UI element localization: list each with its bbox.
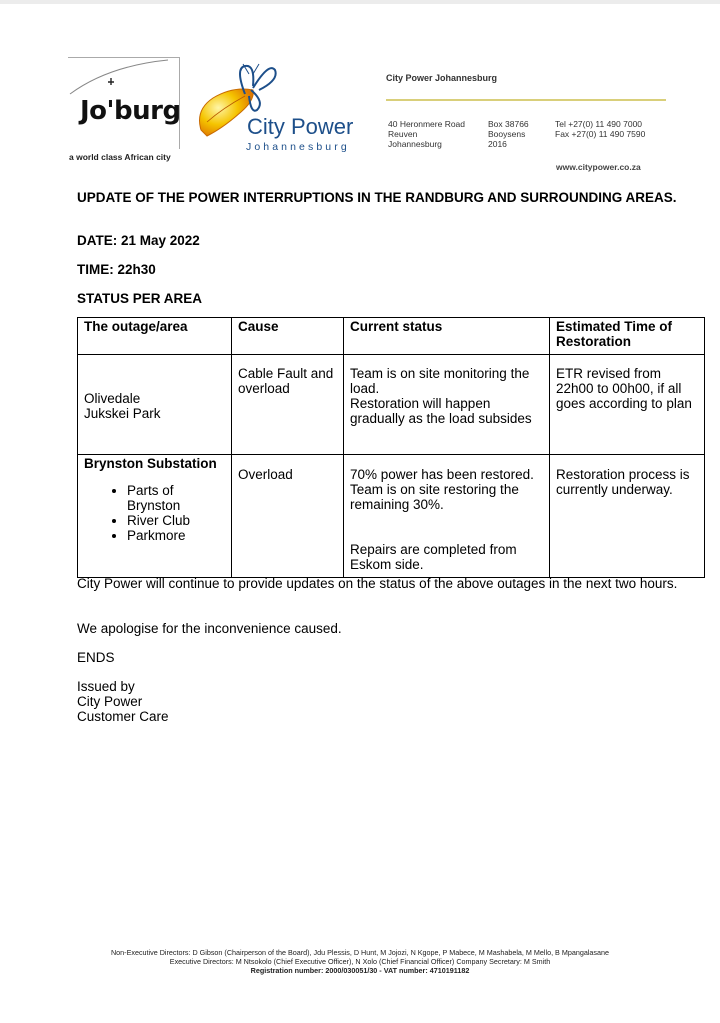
address-line: Booysens [488, 129, 526, 139]
status-cell [344, 455, 550, 578]
status-text: Restoration will happen gradually as the load subsides [350, 396, 532, 426]
column-header: Estimated Time of Restoration [550, 318, 705, 355]
column-header: Cause [232, 318, 344, 355]
city-power-city: Johannesburg [246, 141, 350, 153]
column-header: Current status [344, 318, 550, 355]
area-cell [78, 355, 232, 455]
issued-line: Issued by [77, 679, 135, 694]
joburg-tagline: a world class African city [69, 152, 171, 162]
status-text: Repairs are completed from Eskom side. [350, 542, 517, 572]
header-divider [386, 99, 666, 101]
notice-date: DATE: 21 May 2022 [77, 233, 200, 248]
list-item: • Parkmore [127, 528, 229, 543]
apology-paragraph: We apologise for the inconvenience caused. [77, 621, 342, 636]
website-link[interactable]: www.citypower.co.za [556, 162, 641, 172]
joburg-logo [68, 57, 180, 149]
footer-non-executive-directors: Non-Executive Directors: D Gibson (Chairperson of the Board), Jdu Plessis, D Hunt, M Jojozi, N Kgope, P Mabece, M Mashabela, M Mello, B Mpangalasane [110, 948, 610, 957]
status-text: Team is on site restoring the remaining 30%. [350, 482, 519, 512]
top-bar [0, 0, 720, 4]
column-header: The outage/area [78, 318, 232, 355]
address-column-1 [388, 119, 465, 149]
contact-column [555, 119, 645, 139]
status-text: Team is on site monitoring the load. [350, 366, 530, 396]
address-line: 40 Heronmere Road [388, 119, 466, 129]
ends-marker: ENDS [77, 650, 115, 665]
table-row [78, 355, 705, 455]
issued-line: City Power [77, 694, 143, 709]
area-title: Brynston Substation [84, 456, 217, 471]
issued-by-block [77, 679, 169, 724]
org-title: City Power Johannesburg [386, 73, 498, 83]
status-table [77, 317, 705, 578]
area-cell [78, 455, 232, 578]
address-column-2 [488, 119, 529, 149]
list-item: • River Club [127, 513, 229, 528]
footer-executive-directors: Executive Directors: M Ntsokolo (Chief Executive Officer), N Xolo (Chief Financial Officer) Company Secretary: M Smith [169, 957, 551, 966]
area-list [84, 483, 229, 543]
list-item: • Parts of Brynston [127, 483, 229, 513]
area-name: Olivedale [84, 390, 141, 406]
cause-cell: Overload [232, 455, 344, 578]
table-header-row [78, 318, 705, 355]
issued-line: Customer Care [77, 709, 169, 724]
address-line: 2016 [488, 139, 507, 149]
phone-number: Tel +27(0) 11 490 7000 [555, 119, 643, 129]
updates-paragraph: City Power will continue to provide updates on the status of the above outages in the next two hours. [77, 576, 678, 591]
joburg-logo-text: Jo'burg [80, 96, 181, 126]
address-line: Box 38766 [488, 119, 529, 129]
cause-cell: Cable Fault and overload [232, 355, 344, 455]
address-line: Reuven [388, 129, 418, 139]
notice-heading: UPDATE OF THE POWER INTERRUPTIONS IN THE RANDBURG AND SURROUNDING AREAS. [77, 190, 677, 205]
etr-cell: ETR revised from 22h00 to 00h00, if all goes according to plan [550, 355, 705, 455]
table-row [78, 455, 705, 578]
area-name: Jukskei Park [84, 405, 161, 421]
etr-cell: Restoration process is currently underway. [550, 455, 705, 578]
city-power-name: City Power [247, 114, 354, 139]
footer-registration: Registration number: 2000/030051/30 - VAT number: 4710191182 [250, 966, 470, 975]
status-cell [344, 355, 550, 455]
fax-number: Fax +27(0) 11 490 7590 [555, 129, 646, 139]
address-line: Johannesburg [388, 139, 442, 149]
status-heading: STATUS PER AREA [77, 291, 203, 306]
status-text: 70% power has been restored. [350, 467, 534, 482]
notice-time: TIME: 22h30 [77, 262, 156, 277]
